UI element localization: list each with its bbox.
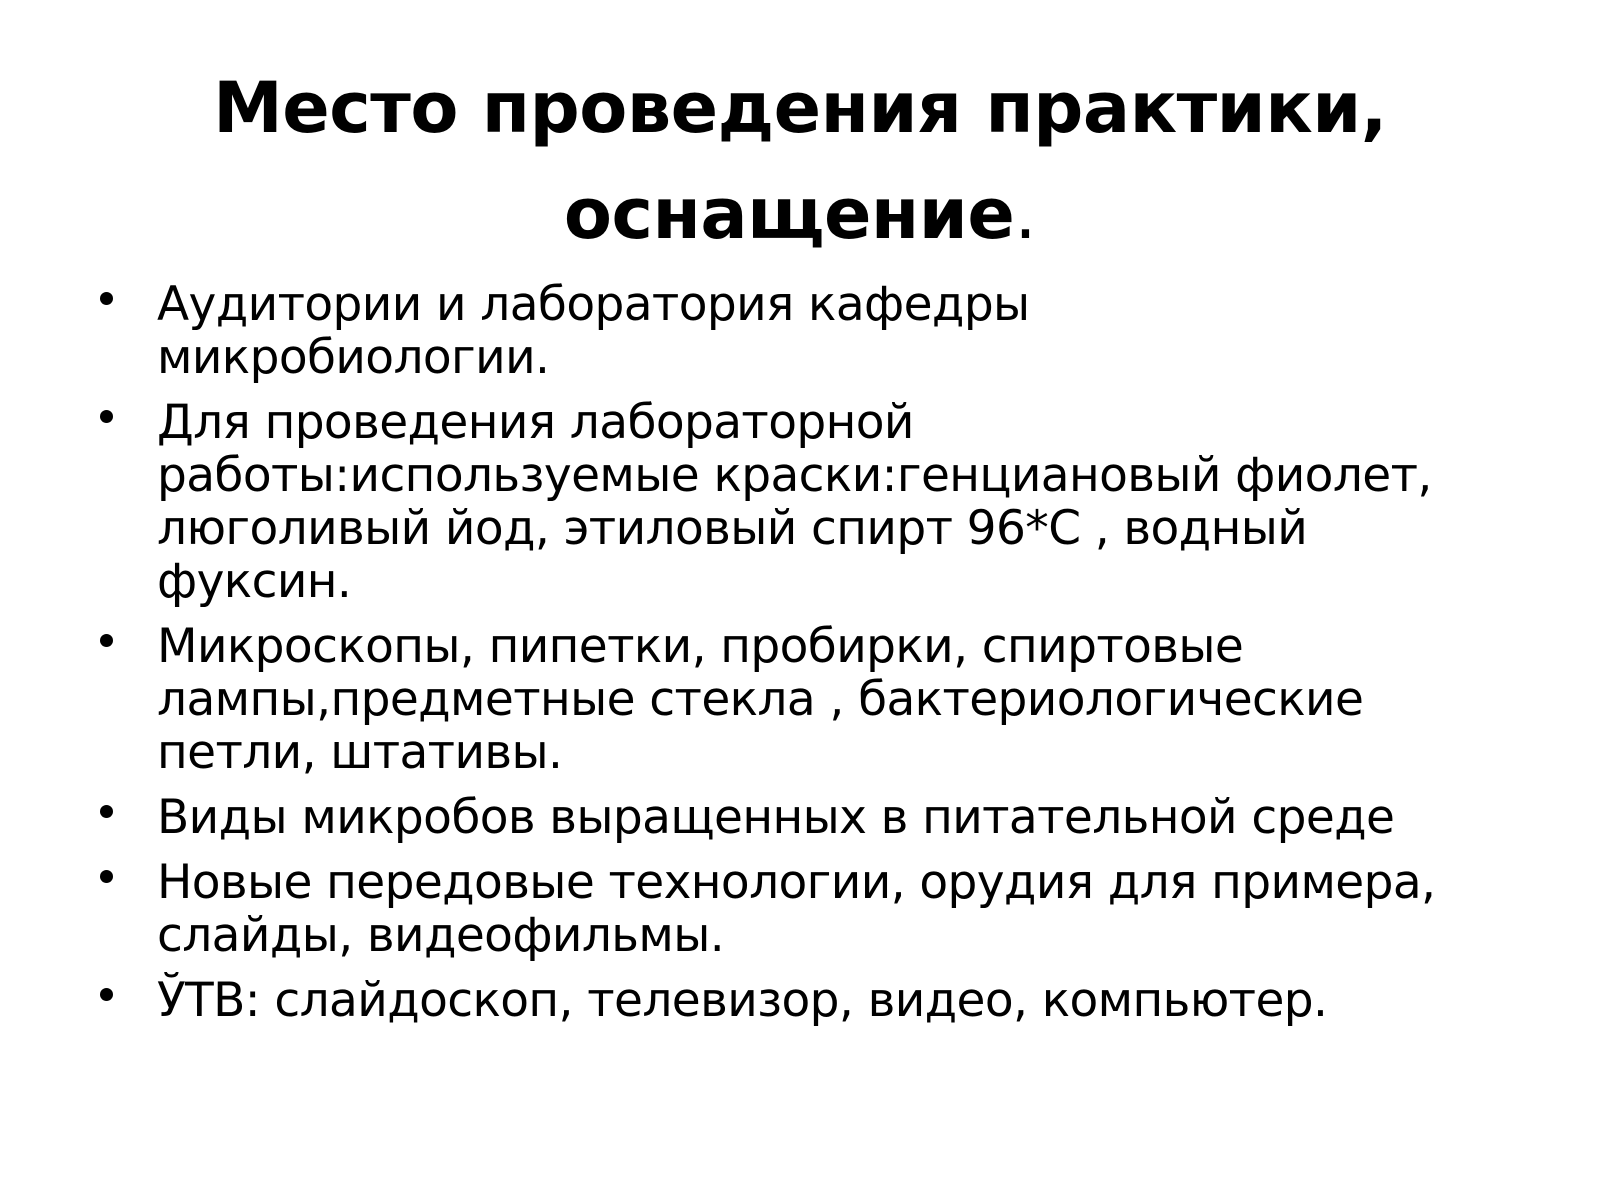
bullet-line: лампы,предметные стекла , бактериологические <box>157 672 1364 727</box>
bullet-item <box>92 396 1572 608</box>
bullet-dot-icon <box>100 805 113 818</box>
slide-title <box>150 55 1450 267</box>
bullet-item <box>92 620 1572 779</box>
bullet-line: петли, штативы. <box>157 725 563 780</box>
bullet-item <box>92 791 1572 844</box>
bullet-list <box>92 278 1572 1039</box>
bullet-dot-icon <box>100 988 113 1001</box>
bullet-line: Для проведения лабораторной <box>157 395 914 450</box>
slide-title-line-1: Место проведения практики, <box>213 67 1387 149</box>
bullet-line: работы:используемые краски:генциановый фиолет, <box>157 448 1432 503</box>
bullet-dot-icon <box>100 292 113 305</box>
bullet-dot-icon <box>100 870 113 883</box>
bullet-item <box>92 974 1572 1027</box>
bullet-line: Аудитории и лаборатория кафедры <box>157 277 1030 332</box>
bullet-line: люголивый йод, этиловый спирт 96*С , водный <box>157 501 1308 556</box>
bullet-line: Виды микробов выращенных в питательной среде <box>157 790 1395 845</box>
bullet-line: микробиологии. <box>157 330 550 385</box>
bullet-line: ЎТВ: слайдоскоп, телевизор, видео, компьютер. <box>157 973 1328 1028</box>
bullet-dot-icon <box>100 410 113 423</box>
slide-title-period: . <box>1014 173 1037 255</box>
slide-title-line-2 <box>150 161 1450 267</box>
bullet-item <box>92 278 1572 384</box>
bullet-dot-icon <box>100 634 113 647</box>
bullet-line: слайды, видеофильмы. <box>157 908 725 963</box>
bullet-line: Новые передовые технологии, орудия для примера, <box>157 855 1436 910</box>
slide-title-line-2-text: оснащение <box>563 173 1015 255</box>
bullet-line: Микроскопы, пипетки, пробирки, спиртовые <box>157 619 1244 674</box>
bullet-item <box>92 856 1572 962</box>
bullet-line: фуксин. <box>157 554 352 609</box>
